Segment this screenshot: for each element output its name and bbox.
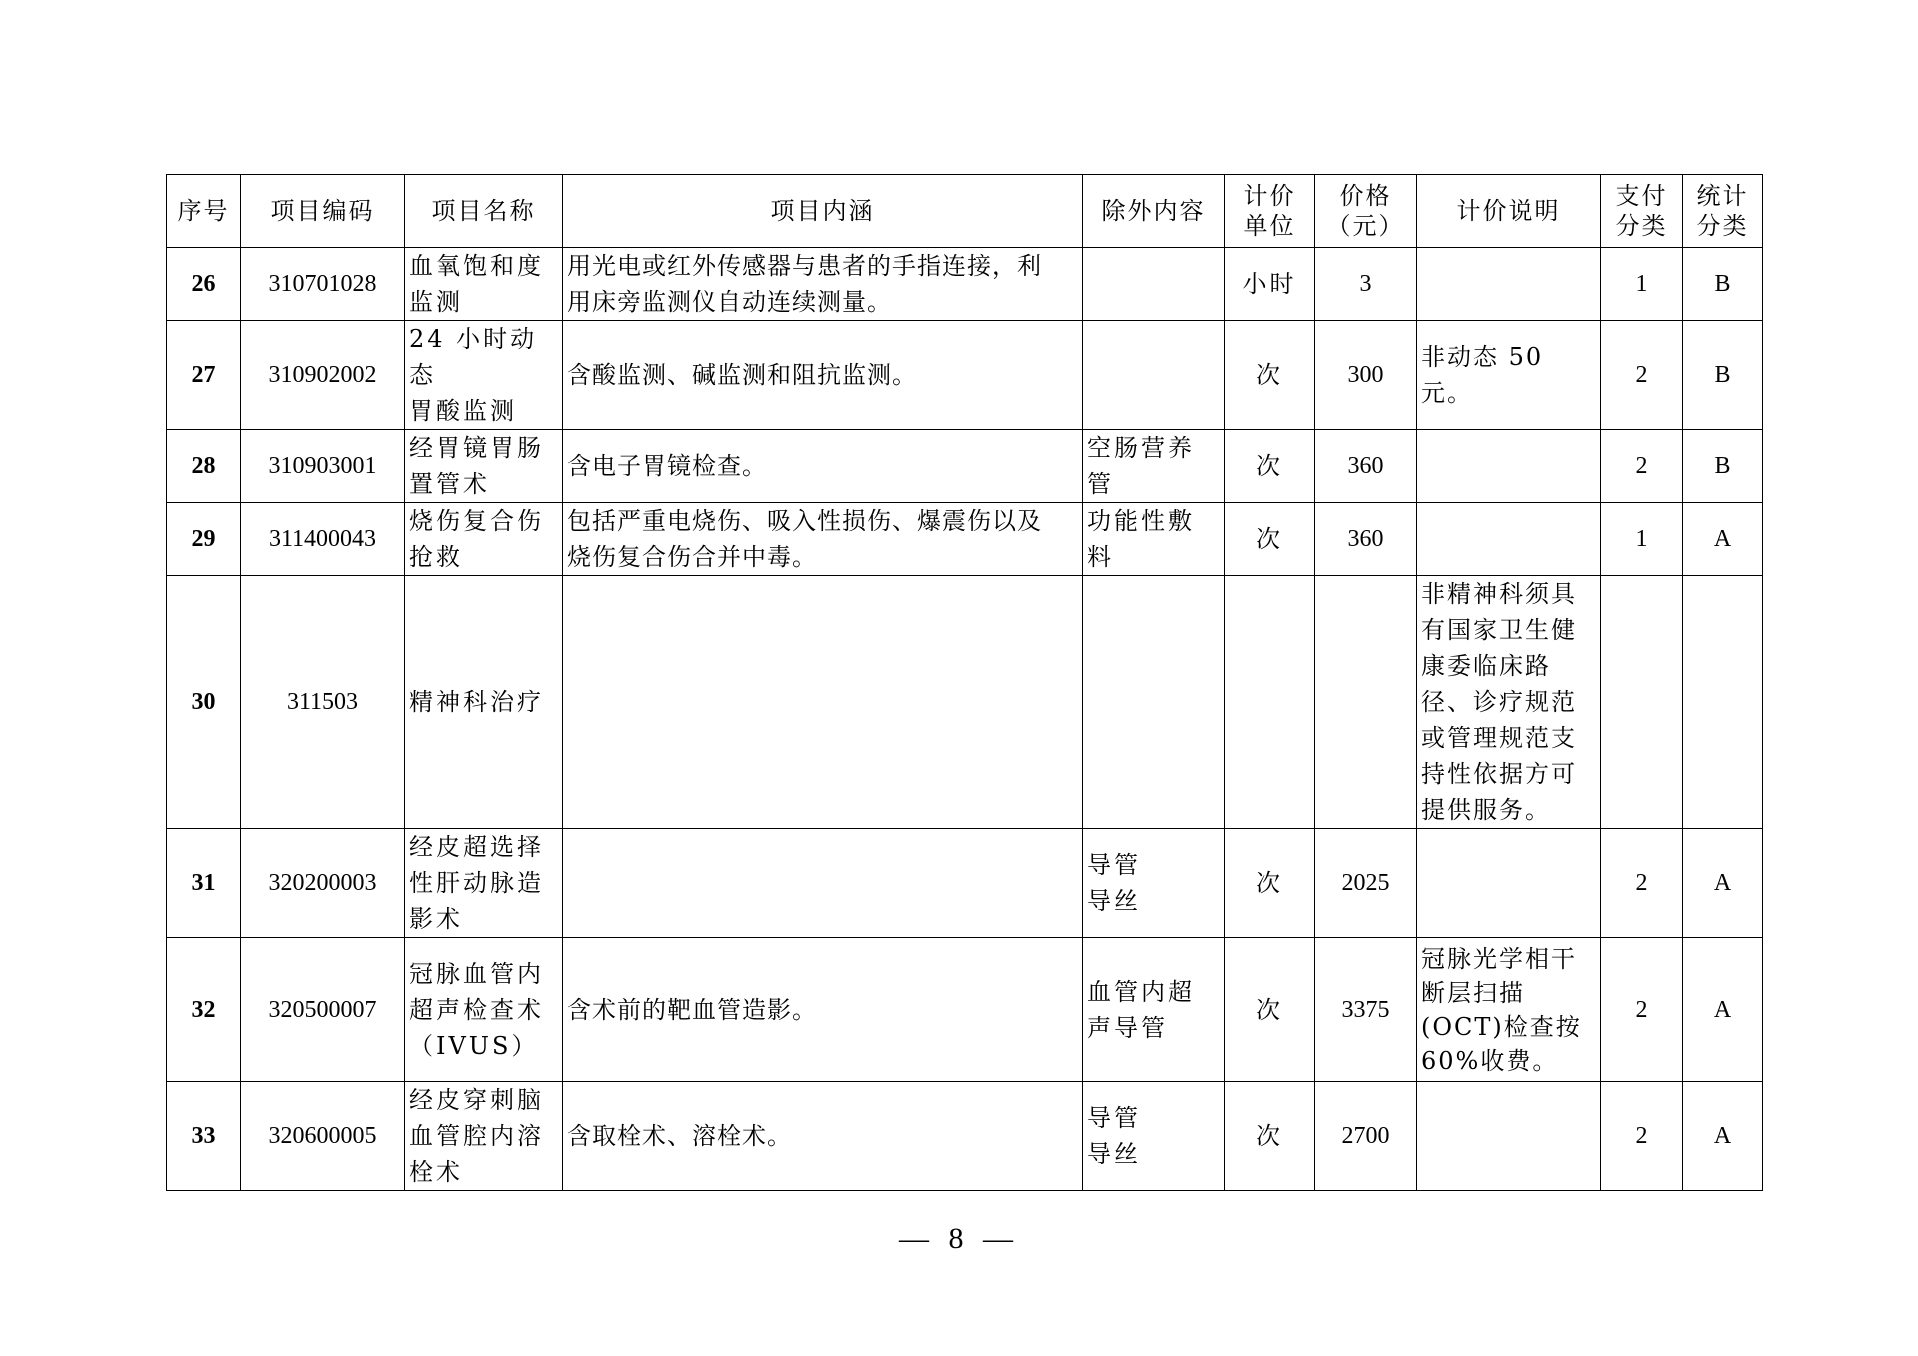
cell-stat: A [1683,938,1763,1082]
cell-name: 经皮超选择 性肝动脉造 影术 [405,829,563,938]
cell-unit: 次 [1225,503,1315,576]
cell-pay: 2 [1601,938,1683,1082]
cell-excl: 血管内超 声导管 [1083,938,1225,1082]
cell-code: 310701028 [241,248,405,321]
cell-excl [1083,576,1225,829]
cell-pay: 2 [1601,430,1683,503]
cell-price: 300 [1315,321,1417,430]
cell-pay: 2 [1601,321,1683,430]
cell-excl: 空肠营养 管 [1083,430,1225,503]
header-name: 项目名称 [405,175,563,248]
cell-price: 3 [1315,248,1417,321]
cell-note: 非动态 50 元。 [1417,321,1601,430]
cell-code: 320200003 [241,829,405,938]
table-row [167,829,1763,938]
cell-desc [563,576,1083,829]
cell-stat: B [1683,430,1763,503]
cell-code: 320600005 [241,1082,405,1191]
cell-unit: 次 [1225,430,1315,503]
pricing-table [166,174,1763,1191]
cell-code: 310903001 [241,430,405,503]
cell-pay [1601,576,1683,829]
cell-note [1417,430,1601,503]
cell-excl [1083,321,1225,430]
cell-price: 360 [1315,430,1417,503]
header-pay: 支付 分类 [1601,175,1683,248]
cell-stat: B [1683,248,1763,321]
table-row [167,430,1763,503]
cell-seq: 29 [167,503,241,576]
cell-name: 精神科治疗 [405,576,563,829]
cell-seq: 27 [167,321,241,430]
cell-desc: 含电子胃镜检查。 [563,430,1083,503]
cell-price [1315,576,1417,829]
cell-unit: 次 [1225,1082,1315,1191]
cell-name: 24 小时动态 胃酸监测 [405,321,563,430]
table-row [167,938,1763,1082]
header-price: 价格 （元） [1315,175,1417,248]
header-excl: 除外内容 [1083,175,1225,248]
header-unit: 计价 单位 [1225,175,1315,248]
cell-stat [1683,576,1763,829]
cell-pay: 1 [1601,248,1683,321]
cell-unit: 次 [1225,321,1315,430]
cell-name: 经皮穿刺脑 血管腔内溶 栓术 [405,1082,563,1191]
cell-pay: 1 [1601,503,1683,576]
cell-unit: 小时 [1225,248,1315,321]
header-code: 项目编码 [241,175,405,248]
cell-code: 320500007 [241,938,405,1082]
cell-desc: 用光电或红外传感器与患者的手指连接，利 用床旁监测仪自动连续测量。 [563,248,1083,321]
header-stat: 统计 分类 [1683,175,1763,248]
cell-price: 2700 [1315,1082,1417,1191]
cell-code: 311400043 [241,503,405,576]
cell-excl: 功能性敷 料 [1083,503,1225,576]
cell-seq: 33 [167,1082,241,1191]
table-row [167,576,1763,829]
cell-price: 3375 [1315,938,1417,1082]
cell-name: 冠脉血管内 超声检查术 （IVUS） [405,938,563,1082]
cell-name: 血氧饱和度 监测 [405,248,563,321]
cell-excl: 导管 导丝 [1083,829,1225,938]
cell-desc [563,829,1083,938]
cell-seq: 26 [167,248,241,321]
cell-desc: 包括严重电烧伤、吸入性损伤、爆震伤以及 烧伤复合伤合并中毒。 [563,503,1083,576]
cell-code: 311503 [241,576,405,829]
cell-seq: 32 [167,938,241,1082]
cell-note: 非精神科须具 有国家卫生健 康委临床路 径、诊疗规范 或管理规范支 持性依据方可 提供服务。 [1417,576,1601,829]
cell-stat: A [1683,1082,1763,1191]
cell-seq: 28 [167,430,241,503]
cell-desc: 含取栓术、溶栓术。 [563,1082,1083,1191]
cell-unit: 次 [1225,938,1315,1082]
table-row [167,321,1763,430]
cell-note [1417,503,1601,576]
page-number: — 8 — [899,1222,1019,1255]
cell-price: 360 [1315,503,1417,576]
cell-seq: 31 [167,829,241,938]
cell-code: 310902002 [241,321,405,430]
cell-stat: B [1683,321,1763,430]
cell-price: 2025 [1315,829,1417,938]
table-row [167,503,1763,576]
header-note: 计价说明 [1417,175,1601,248]
cell-seq: 30 [167,576,241,829]
cell-note: 冠脉光学相干 断层扫描 (OCT)检查按 60%收费。 [1417,938,1601,1082]
cell-stat: A [1683,503,1763,576]
header-desc: 项目内涵 [563,175,1083,248]
cell-unit: 次 [1225,829,1315,938]
cell-stat: A [1683,829,1763,938]
cell-note [1417,1082,1601,1191]
cell-desc: 含酸监测、碱监测和阻抗监测。 [563,321,1083,430]
cell-pay: 2 [1601,829,1683,938]
cell-unit [1225,576,1315,829]
header-seq: 序号 [167,175,241,248]
table-header-row [167,175,1763,248]
cell-excl [1083,248,1225,321]
cell-name: 烧伤复合伤 抢救 [405,503,563,576]
cell-excl: 导管 导丝 [1083,1082,1225,1191]
cell-name: 经胃镜胃肠 置管术 [405,430,563,503]
cell-pay: 2 [1601,1082,1683,1191]
table-row [167,248,1763,321]
cell-note [1417,829,1601,938]
cell-desc: 含术前的靶血管造影。 [563,938,1083,1082]
table-row [167,1082,1763,1191]
cell-note [1417,248,1601,321]
